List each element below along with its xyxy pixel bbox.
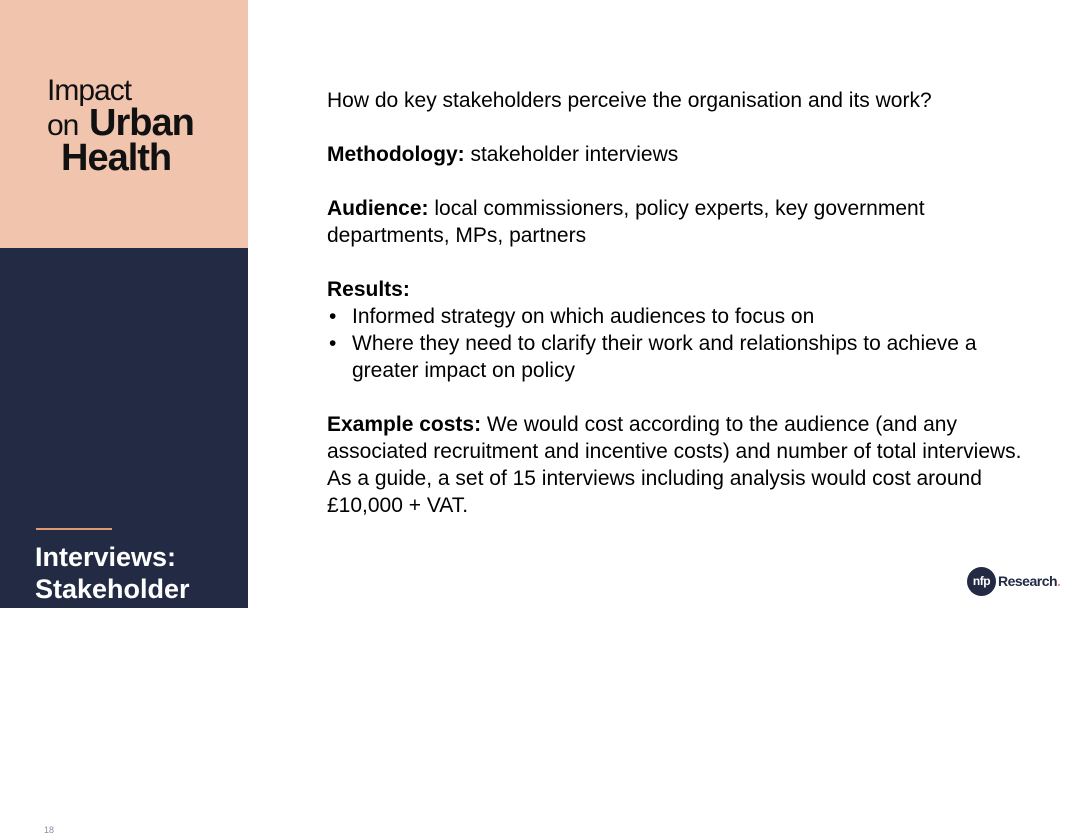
audience-text: local commissioners, policy experts, key government departments, MPs, partners xyxy=(327,197,925,247)
logo-line-on: on xyxy=(47,109,79,142)
nfp-badge-icon: nfp xyxy=(967,567,996,596)
logo-line-health: Health xyxy=(61,137,172,179)
audience-paragraph xyxy=(327,195,1027,249)
page-number: 18 xyxy=(44,825,55,835)
results-list xyxy=(327,303,1027,384)
logo-panel xyxy=(0,0,248,248)
section-panel xyxy=(0,248,248,835)
results-item: • Informed strategy on which audiences to focus on xyxy=(327,303,1027,330)
slide-content xyxy=(327,87,1027,519)
audience-label: Audience: xyxy=(327,197,429,220)
methodology-text: stakeholder interviews xyxy=(464,143,679,166)
section-title: Interviews: Stakeholder perception audit xyxy=(35,542,190,668)
nfp-research-logo xyxy=(967,567,1060,595)
results-label: Results: xyxy=(327,278,410,301)
costs-label: Example costs: xyxy=(327,413,482,436)
logo-line-urban: Urban xyxy=(89,102,194,144)
accent-divider xyxy=(36,528,112,530)
methodology-label: Methodology: xyxy=(327,143,465,166)
costs-text: We would cost according to the audience (and any associated recruitment and incentive costs) and number of total interviews. As a guide, a set of 15 interviews including analysis would cost around £10,000 + VAT. xyxy=(327,413,1022,517)
costs-paragraph xyxy=(327,411,1027,519)
logo-line-impact: Impact xyxy=(47,74,132,107)
methodology-paragraph xyxy=(327,141,1027,168)
results-item: • Where they need to clarify their work and relationships to achieve a greater impact on policy xyxy=(327,330,1027,384)
key-question: How do key stakeholders perceive the organisation and its work? xyxy=(327,89,932,112)
brand-name: Research. xyxy=(998,573,1061,589)
